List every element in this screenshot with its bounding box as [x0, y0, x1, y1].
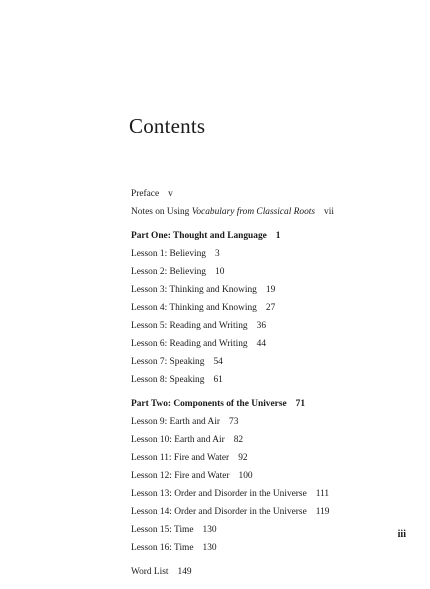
toc-part-label: Part One: Thought and Language	[131, 231, 267, 241]
toc-entry-label: Lesson 13: Order and Disorder in the Universe	[131, 489, 307, 499]
toc-lesson-12[interactable]	[131, 470, 253, 482]
toc-entry-label: Lesson 16: Time	[131, 543, 194, 553]
toc-entry-label: Lesson 8: Speaking	[131, 375, 205, 385]
toc-entry-page: 100	[238, 471, 253, 481]
toc-lesson-1[interactable]	[131, 248, 220, 260]
toc-part-one[interactable]	[131, 230, 280, 242]
toc-entry-label: Lesson 1: Believing	[131, 249, 206, 259]
toc-entry-page: 149	[177, 567, 192, 577]
toc-entry-label: Lesson 12: Fire and Water	[131, 471, 230, 481]
toc-entry-page: 119	[315, 507, 330, 517]
toc-entry-label: Word List	[131, 567, 169, 577]
toc-entry-notes[interactable]	[131, 206, 334, 218]
toc-entry-page: 27	[265, 303, 276, 313]
toc-lesson-8[interactable]	[131, 374, 223, 386]
toc-entry-page: 111	[315, 489, 330, 499]
toc-part-page: 71	[295, 399, 305, 409]
toc-entry-page: 3	[215, 249, 220, 259]
toc-entry-page: 92	[238, 453, 248, 463]
toc-lesson-11[interactable]	[131, 452, 248, 464]
toc-entry-page: 130	[202, 543, 217, 553]
toc-entry-page: vii	[324, 207, 334, 217]
toc-lesson-2[interactable]	[131, 266, 224, 278]
toc-lesson-14[interactable]	[131, 506, 329, 518]
toc-entry-label: Lesson 5: Reading and Writing	[131, 321, 248, 331]
toc-entry-label: Lesson 2: Believing	[131, 267, 206, 277]
toc-entry-label: Lesson 6: Reading and Writing	[131, 339, 248, 349]
toc-entry-label: Notes on Using	[131, 207, 190, 217]
toc-lesson-6[interactable]	[131, 338, 266, 350]
toc-entry-label: Lesson 10: Earth and Air	[131, 435, 225, 445]
toc-lesson-7[interactable]	[131, 356, 223, 368]
page-title: Contents	[129, 114, 206, 138]
toc-lesson-5[interactable]	[131, 320, 266, 332]
toc-entry-preface[interactable]	[131, 188, 173, 200]
toc-entry-page: 54	[213, 357, 223, 367]
toc-part-two[interactable]	[131, 398, 305, 410]
toc-entry-label: Preface	[131, 189, 160, 199]
toc-entry-label: Lesson 4: Thinking and Knowing	[131, 303, 257, 313]
toc-part-label: Part Two: Components of the Universe	[131, 399, 287, 409]
toc-entry-label: Lesson 11: Fire and Water	[131, 453, 230, 463]
toc-entry-page: 19	[265, 285, 276, 295]
toc-entry-label: Lesson 14: Order and Disorder in the Universe	[131, 507, 307, 517]
toc-word-list[interactable]	[131, 566, 192, 578]
toc-entry-page: 61	[213, 375, 223, 385]
toc-entry-page: 73	[229, 417, 239, 427]
toc-entry-page: 36	[256, 321, 266, 331]
toc-entry-page: 10	[215, 267, 225, 277]
toc-entry-page: 130	[202, 525, 217, 535]
toc-entry-page: 44	[256, 339, 266, 349]
toc-lesson-3[interactable]	[131, 284, 275, 296]
toc-entry-page: 82	[233, 435, 244, 445]
toc-part-page: 1	[275, 231, 281, 241]
toc-lesson-9[interactable]	[131, 416, 238, 428]
toc-entry-page: v	[168, 189, 173, 199]
toc-entry-book-title: Vocabulary from Classical Roots	[191, 207, 316, 217]
page-number: iii	[397, 529, 406, 540]
toc-lesson-15[interactable]	[131, 524, 217, 536]
toc-lesson-4[interactable]	[131, 302, 275, 314]
toc-lesson-16[interactable]	[131, 542, 217, 554]
toc-entry-label: Lesson 3: Thinking and Knowing	[131, 285, 257, 295]
toc-entry-label: Lesson 15: Time	[131, 525, 194, 535]
toc-entry-label: Lesson 7: Speaking	[131, 357, 205, 367]
toc-lesson-10[interactable]	[131, 434, 243, 446]
toc-entry-label: Lesson 9: Earth and Air	[131, 417, 221, 427]
toc-lesson-13[interactable]	[131, 488, 329, 500]
